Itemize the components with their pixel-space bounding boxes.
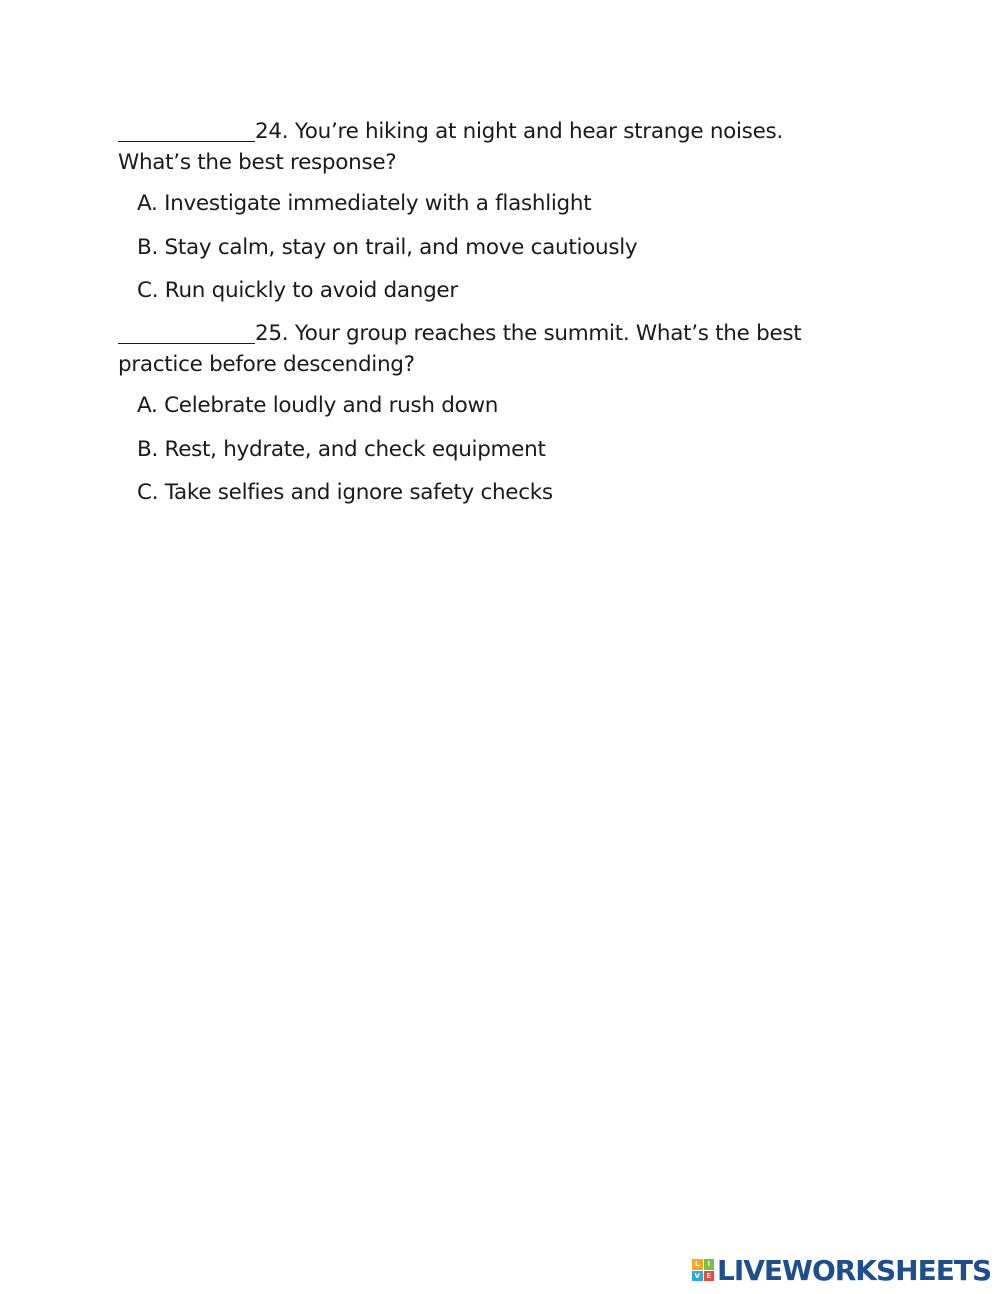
- answer-options: [118, 188, 848, 306]
- logo-mark-letter: L: [692, 1259, 703, 1270]
- question-text: 25. Your group reaches the summit. What’s the best practice before descending?: [118, 321, 802, 377]
- logo-mark-letter: V: [692, 1271, 703, 1282]
- logo-mark-icon: [692, 1259, 714, 1281]
- option-a: A. Celebrate loudly and rush down: [137, 393, 499, 418]
- option-a: A. Investigate immediately with a flashlight: [137, 191, 592, 216]
- liveworksheets-logo: [692, 1254, 991, 1286]
- logo-mark-letter: E: [704, 1271, 715, 1282]
- answer-blank[interactable]: [118, 118, 255, 142]
- question-text: 24. You’re hiking at night and hear strange noises. What’s the best response?: [118, 119, 783, 175]
- logo-wordmark: LIVEWORKSHEETS: [717, 1253, 992, 1287]
- question-25: [118, 318, 848, 508]
- option-c: C. Run quickly to avoid danger: [137, 278, 458, 303]
- logo-mark-letter: I: [704, 1259, 715, 1270]
- option-b: B. Rest, hydrate, and check equipment: [137, 436, 546, 462]
- option-c: C. Take selfies and ignore safety checks: [137, 480, 553, 505]
- question-24: [118, 116, 848, 306]
- option-b: B. Stay calm, stay on trail, and move cautiously: [137, 234, 638, 260]
- answer-options: [118, 390, 848, 508]
- worksheet: [118, 116, 848, 520]
- answer-blank[interactable]: [118, 320, 255, 344]
